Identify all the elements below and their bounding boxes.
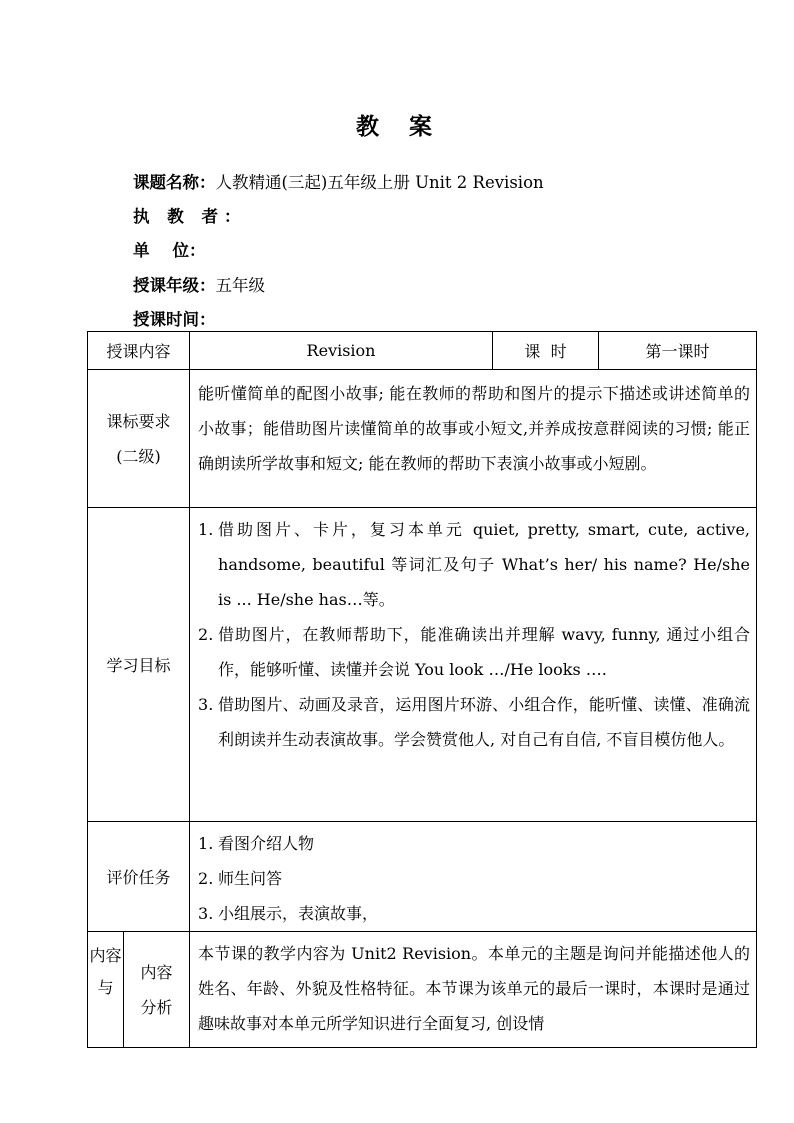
assessment-list xyxy=(190,822,756,931)
row-analysis xyxy=(88,932,757,1048)
meta-unit xyxy=(133,237,205,261)
assessment-number: 1. xyxy=(198,834,214,853)
meta-unit-key: 单 位 xyxy=(133,241,189,260)
label-standards-line2: (二级) xyxy=(116,446,161,466)
analysis-text: 本节课的教学内容为 Unit2 Revision。本单元的主题是询问并能描述他人的姓名、年龄、外貌及性格特征。本节课为该单元的最后一课时，本课时是通过趣味故事对本单元所学知识进行全面复习, 创设情 xyxy=(190,932,757,1048)
meta-time-sep: ： xyxy=(199,310,216,329)
label-content: 授课内容 xyxy=(88,332,190,370)
objectives-cell xyxy=(190,508,757,822)
assessment-text: 小组展示，表演故事， xyxy=(218,904,379,923)
objectives-list xyxy=(190,508,756,757)
assessment-item xyxy=(198,896,750,931)
objective-item xyxy=(198,617,750,687)
assessment-text: 师生问答 xyxy=(218,869,283,888)
meta-grade-value: 五年级 xyxy=(215,276,265,295)
objective-text: 借助图片，在教师帮助下，能准确读出并理解 wavy, funny, 通过小组合作，能够听懂、读懂并会说 You look …/He looks …. xyxy=(218,625,751,679)
label-assessment: 评价任务 xyxy=(88,822,190,932)
row-assessment xyxy=(88,822,757,932)
objective-text: 借助图片、卡片，复习本单元 quiet, pretty, smart, cute, active, handsome, beautiful 等词汇及句子 What’s her/ his name? He/she is ... He/she has…等。 xyxy=(218,520,751,609)
document-title: 教案 xyxy=(356,113,462,140)
row-content xyxy=(88,332,757,370)
label-standards xyxy=(88,370,190,508)
objective-item xyxy=(198,687,750,757)
meta-topic-key: 课题名称 xyxy=(133,173,199,192)
objective-item xyxy=(198,512,750,617)
meta-time xyxy=(133,306,216,330)
label-standards-line1: 课标要求 xyxy=(106,411,171,431)
objective-number: 2. xyxy=(198,625,214,644)
objective-text: 借助图片、动画及录音，运用图片环游、小组合作，能听懂、读懂、准确流利朗读并生动表演故事。学会赞赏他人, 对自己有自信, 不盲目模仿他人。 xyxy=(218,695,751,749)
assessment-item xyxy=(198,861,750,896)
standards-text: 能听懂简单的配图小故事; 能在教师的帮助和图片的提示下描述或讲述简单的小故事；能借助图片读懂简单的故事或小短文,并养成按意群阅读的习惯; 能正确朗读所学故事和短文; 能在教师的帮助下表演小故事或小短剧。 xyxy=(190,370,757,508)
label-content-and: 内容与 xyxy=(88,932,124,1048)
objective-number: 1. xyxy=(198,520,214,539)
label-content-analysis-line1: 内容 xyxy=(140,962,173,982)
meta-topic xyxy=(133,169,544,193)
label-content-analysis-line2: 分析 xyxy=(140,997,173,1017)
label-content-analysis xyxy=(124,932,190,1048)
assessment-number: 2. xyxy=(198,869,214,888)
meta-topic-value: 人教精通(三起)五年级上册 Unit 2 Revision xyxy=(215,173,544,192)
meta-topic-sep: ： xyxy=(199,173,216,192)
label-period: 课 时 xyxy=(493,332,599,370)
meta-grade-sep: ： xyxy=(199,276,216,295)
meta-grade xyxy=(133,272,265,296)
assessment-cell xyxy=(190,822,757,932)
period-value: 第一课时 xyxy=(599,332,757,370)
row-standards xyxy=(88,370,757,508)
assessment-item xyxy=(198,826,750,861)
meta-unit-sep: ： xyxy=(188,241,206,260)
assessment-number: 3. xyxy=(198,904,214,923)
objective-number: 3. xyxy=(198,695,214,714)
meta-teacher xyxy=(133,203,241,227)
meta-teacher-sep: ： xyxy=(224,207,241,226)
meta-grade-key: 授课年级 xyxy=(133,276,199,295)
assessment-text: 看图介绍人物 xyxy=(218,834,315,853)
label-objectives: 学习目标 xyxy=(88,508,190,822)
lesson-plan-table xyxy=(87,331,757,1048)
row-objectives xyxy=(88,508,757,822)
meta-teacher-key: 执 教 者 xyxy=(133,207,224,226)
content-value: Revision xyxy=(190,332,493,370)
meta-time-key: 授课时间 xyxy=(133,310,199,329)
